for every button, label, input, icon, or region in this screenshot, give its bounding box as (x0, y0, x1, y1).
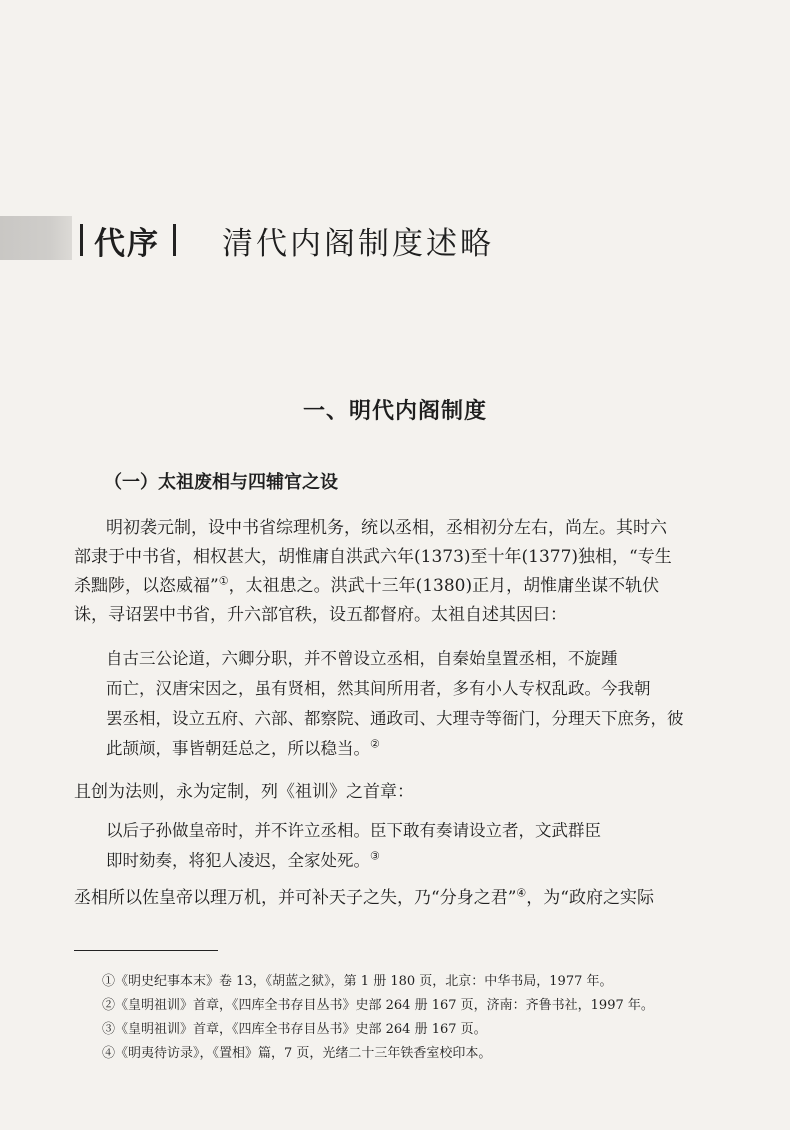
chapter-title: 清代内阁制度述略 (222, 226, 494, 262)
footnote-3: ③《皇明祖训》首章，《四库全书存目丛书》史部 264 册 167 页。 (102, 1022, 487, 1037)
footnote-ref-3[interactable]: ③ (370, 849, 380, 863)
quote-line (106, 847, 380, 871)
paragraph-fragment: ，太祖患之。洪武十三年(1380)正月，胡惟庸坐谋不轨伏 (228, 576, 660, 596)
quote-line: 而亡，汉唐宋因之，虽有贤相，然其间所用者，多有小人专权乱政。今我朝 (106, 679, 651, 698)
paragraph-fragment: ，为“政府之实际 (526, 888, 654, 908)
quote-fragment: 此颉颃，事皆朝廷总之，所以稳当。 (106, 739, 370, 758)
paragraph-line: 诛，寻诏罢中书省，升六部官秩，设五都督府。太祖自述其因曰： (74, 605, 567, 625)
quote-line (106, 735, 380, 759)
paragraph-line: 明初袭元制，设中书省综理机务，统以丞相，丞相初分左右，尚左。其时六 (106, 518, 667, 538)
paragraph-fragment: 杀黜陟，以恣威福” (74, 576, 219, 596)
paragraph-fragment: 丞相所以佐皇帝以理万机，并可补天子之失，乃“分身之君” (74, 888, 517, 908)
paragraph-line: 部隶于中书省，相权甚大，胡惟庸自洪武六年(1373)至十年(1377)独相，“专生 (74, 547, 672, 567)
footnote-4: ④《明夷待访录》，《置相》篇，7 页，光绪二十三年铁香室校印本。 (102, 1046, 492, 1061)
quote-line: 以后子孙做皇帝时，并不许立丞相。臣下敢有奏请设立者，文武群臣 (106, 821, 601, 840)
paragraph-line (74, 571, 659, 596)
quote-line: 罢丞相，设立五府、六部、都察院、通政司、大理寺等衙门，分理天下庶务，彼 (106, 709, 684, 728)
chapter-label: 代序 (94, 226, 160, 262)
paragraph-line (74, 883, 654, 908)
footnote-rule (74, 950, 218, 951)
footnote-1: ①《明史纪事本末》卷 13，《胡蓝之狱》，第 1 册 180 页，北京：中华书局，1977 年。 (102, 974, 613, 989)
footnote-ref-1[interactable]: ① (218, 574, 229, 588)
paragraph-line: 且创为法则，永为定制，列《祖训》之首章： (74, 782, 414, 802)
footnote-ref-4[interactable]: ④ (516, 886, 527, 900)
subsection-heading: （一）太祖废相与四辅官之设 (104, 472, 338, 493)
quote-line: 自古三公论道，六卿分职，并不曾设立丞相，自秦始皇置丞相，不旋踵 (106, 649, 618, 668)
footnote-ref-2[interactable]: ② (370, 737, 380, 751)
section-heading: 一、明代内阁制度 (302, 399, 487, 424)
footnote-2: ②《皇明祖训》首章，《四库全书存目丛书》史部 264 册 167 页，济南：齐鲁书社，1997 年。 (102, 998, 654, 1013)
quote-fragment: 即时劾奏，将犯人凌迟，全家处死。 (106, 851, 370, 870)
chapter-divider-right (173, 224, 176, 256)
chapter-divider-left (80, 224, 83, 256)
chapter-tab-band (0, 216, 72, 260)
